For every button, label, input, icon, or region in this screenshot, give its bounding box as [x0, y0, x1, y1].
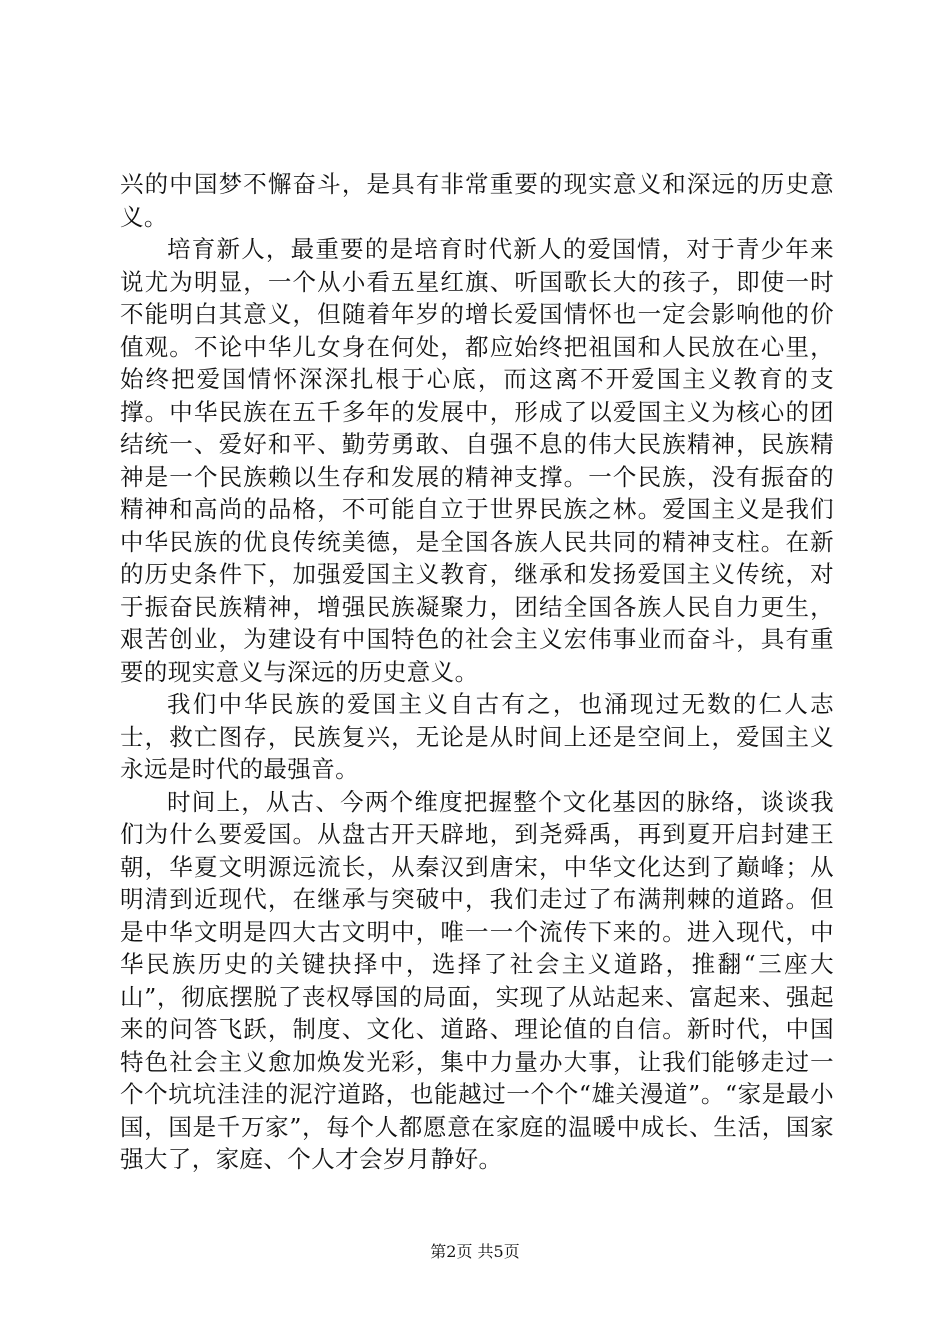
page-number-footer: 第2页 共5页 — [430, 1242, 520, 1261]
paragraph: 培育新人，最重要的是培育时代新人的爱国情，对于青少年来说尤为明显，一个从小看五星红旗、听国歌长大的孩子，即使一时不能明白其意义，但随着年岁的增长爱国情怀也一定会影响他的价值观。不论中华儿女身在何处，都应始终把祖国和人民放在心里，始终把爱国情怀深深扎根于心底，而这离不开爱国主义教育的支撑。中华民族在五千多年的发展中，形成了以爱国主义为核心的团结统一、爱好和平、勤劳勇敢、自强不息的伟大民族精神，民族精神是一个民族赖以生存和发展的精神支撑。一个民族，没有振奋的精神和高尚的品格，不可能自立于世界民族之林。爱国主义是我们中华民族的优良传统美德，是全国各族人民共同的精神支柱。在新的历史条件下，加强爱国主义教育，继承和发扬爱国主义传统，对于振奋民族精神，增强民族凝聚力，团结全国各族人民自力更生，艰苦创业，为建设有中国特色的社会主义宏伟事业而奋斗，具有重要的现实意义与深远的历史意义。 — [120, 235, 834, 686]
paragraph: 我们中华民族的爱国主义自古有之，也涌现过无数的仁人志士，救亡图存，民族复兴，无论是从时间上还是空间上，爱国主义永远是时代的最强音。 — [120, 690, 834, 783]
paragraph-continuation: 兴的中国梦不懈奋斗，是具有非常重要的现实意义和深远的历史意义。 — [120, 170, 834, 231]
document-body — [120, 168, 834, 1176]
paragraph: 时间上，从古、今两个维度把握整个文化基因的脉络，谈谈我们为什么要爱国。从盘古开天辟地，到尧舜禹，再到夏开启封建王朝，华夏文明源远流长，从秦汉到唐宋，中华文化达到了巅峰；从明清到近现代，在继承与突破中，我们走过了布满荆棘的道路。但是中华文明是四大古文明中，唯一一个流传下来的。进入现代，中华民族历史的关键抉择中，选择了社会主义道路，推翻“三座大山”，彻底摆脱了丧权辱国的局面，实现了从站起来、富起来、强起来的问答飞跃，制度、文化、道路、理论值的自信。新时代，中国特色社会主义愈加焕发光彩，集中力量办大事，让我们能够走过一个个坑坑洼洼的泥泞道路，也能越过一个个“雄关漫道”。“家是最小国，国是千万家”，每个人都愿意在家庭的温暖中成长、生活，国家强大了，家庭、个人才会岁月静好。 — [120, 787, 834, 1173]
